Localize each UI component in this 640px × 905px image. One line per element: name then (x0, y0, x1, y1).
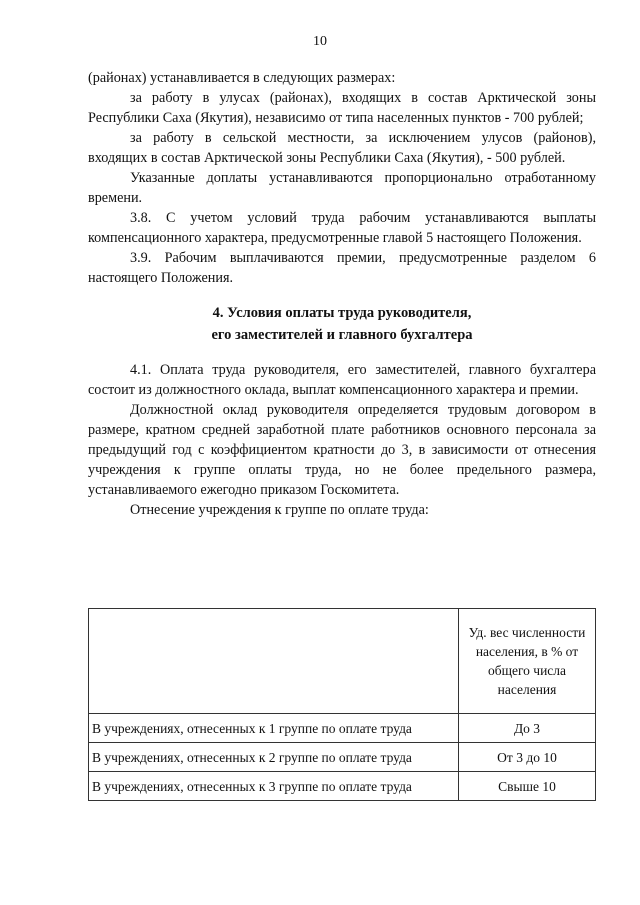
table-row-label: В учреждениях, отнесенных к 3 группе по оплате труда (89, 772, 459, 801)
paragraph: 3.9. Рабочим выплачиваются премии, предусмотренные разделом 6 настоящего Положения. (88, 250, 596, 286)
table-row (89, 772, 596, 801)
table-row-label: В учреждениях, отнесенных к 2 группе по оплате труда (89, 743, 459, 772)
table-header-cell-empty (89, 609, 459, 714)
paragraph: за работу в улусах (районах), входящих в состав Арктической зоны Республики Саха (Якутия), независимо от типа населенных пунктов - 700 рублей; (88, 90, 596, 126)
section-title (88, 302, 596, 346)
paragraph: Указанные доплаты устанавливаются пропорционально отработанному времени. (88, 170, 596, 206)
table-row-value: До 3 (459, 714, 596, 743)
page-number: 10 (313, 34, 327, 49)
paragraph: за работу в сельской местности, за исключением улусов (районов), входящих в состав Арктической зоны Республики Саха (Якутия), - 500 рублей. (88, 130, 596, 166)
paragraph: 3.8. С учетом условий труда рабочим устанавливаются выплаты компенсационного характера, предусмотренные главой 5 настоящего Положения. (88, 210, 596, 246)
table-header-cell-share: Уд. вес численности населения, в % от общего числа населения (459, 609, 596, 714)
table-row-label: В учреждениях, отнесенных к 1 группе по оплате труда (89, 714, 459, 743)
section-title-line-1: 4. Условия оплаты труда руководителя, (212, 305, 472, 321)
table-row-value: От 3 до 10 (459, 743, 596, 772)
table-row (89, 743, 596, 772)
table-row-value: Свыше 10 (459, 772, 596, 801)
paragraph: 4.1. Оплата труда руководителя, его заместителей, главного бухгалтера состоит из должностного оклада, выплат компенсационного характера и премии. (88, 362, 596, 398)
group-table (88, 608, 596, 801)
table-row (89, 714, 596, 743)
section-title-line-2: его заместителей и главного бухгалтера (211, 327, 473, 343)
paragraph: (районах) устанавливается в следующих размерах: (88, 70, 396, 86)
paragraph: Отнесение учреждения к группе по оплате труда: (130, 502, 429, 518)
document-body (88, 68, 596, 520)
table-header-row (89, 609, 596, 714)
paragraph: Должностной оклад руководителя определяется трудовым договором в размере, кратном средней заработной плате работников основного персонала за предыдущий год с коэффициентом кратности до 3, в зависимости от отнесения учреждения к группе оплаты труда, но не более предельного размера, устанавливаемого ежегодно приказом Госкомитета. (88, 402, 596, 498)
